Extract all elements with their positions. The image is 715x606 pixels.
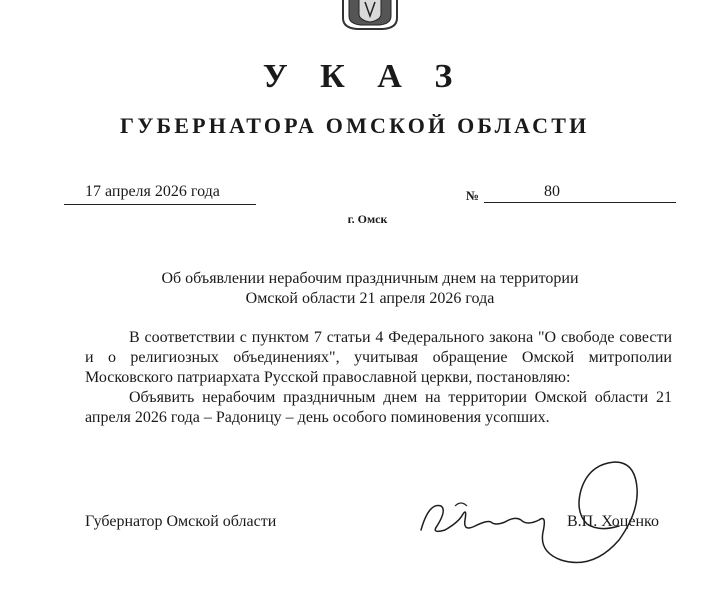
body-paragraph-2: Объявить нерабочим праздничным днем на территории Омской области 21 апреля 2026 года – Радоницу – день особого поминовения усопших. xyxy=(85,389,672,426)
number-sign: № xyxy=(466,188,480,203)
decree-heading xyxy=(100,269,640,309)
heading-line-1: Об объявлении нерабочим праздничным днем на территории xyxy=(161,270,579,287)
signatory-name: В.П. Хоценко xyxy=(567,513,659,530)
heading-line-2: Омской области 21 апреля 2026 года xyxy=(245,290,495,307)
decree-city: г. Омск xyxy=(347,212,388,226)
decree-body xyxy=(85,328,672,428)
number-underline xyxy=(484,202,676,203)
body-paragraph-1: В соответствии с пунктом 7 статьи 4 Федерального закона "О свободе совести и о религиозных объединениях", учитывая обращение Омской митрополии Московского патриархата Русской православной церкви, постановляю: xyxy=(85,329,672,386)
decree-number: 80 xyxy=(544,183,560,200)
coat-of-arms-icon xyxy=(335,0,405,30)
signatory-title: Губернатор Омской области xyxy=(85,513,277,530)
decree-title: У К А З xyxy=(262,58,465,95)
date-underline xyxy=(64,204,256,205)
handwritten-signature xyxy=(415,428,655,578)
decree-subtitle: ГУБЕРНАТОРА ОМСКОЙ ОБЛАСТИ xyxy=(120,113,590,138)
decree-date: 17 апреля 2026 года xyxy=(85,183,220,200)
